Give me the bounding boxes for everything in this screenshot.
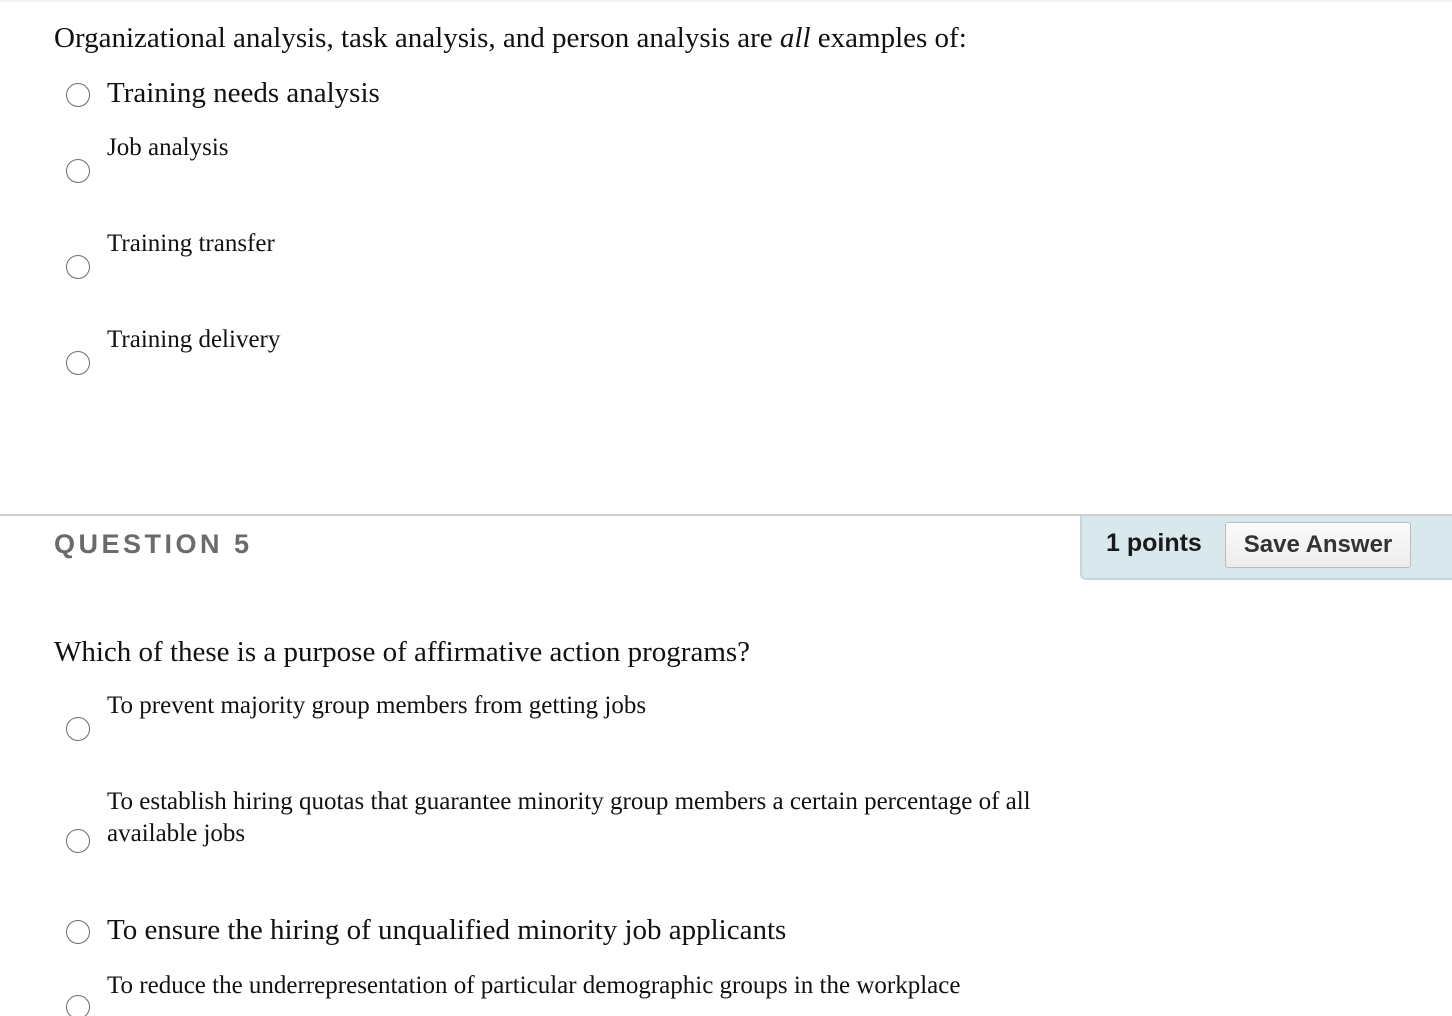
question-5-choice-3-label[interactable]: To ensure the hiring of unqualified minority job applicants (107, 914, 787, 946)
save-answer-button[interactable]: Save Answer (1225, 522, 1411, 568)
points-label: 1 points (1106, 529, 1202, 557)
question-4-choice-2-label[interactable]: Job analysis (107, 134, 229, 161)
question-4-choice-2-radio[interactable] (66, 159, 90, 183)
question-5-choice-1-label[interactable]: To prevent majority group members from getting jobs (107, 692, 647, 719)
question-4-choice-1-radio[interactable] (66, 83, 90, 107)
question-5-choice-1-radio[interactable] (66, 717, 90, 741)
question-4-choice-3-radio[interactable] (66, 255, 90, 279)
top-shadow (0, 0, 1452, 3)
question-4-choice-3-label[interactable]: Training transfer (107, 230, 275, 257)
question-5-choice-3-radio[interactable] (66, 920, 90, 944)
question-4-choice-1-label[interactable]: Training needs analysis (107, 77, 380, 109)
question-5-choice-2-label[interactable]: To establish hiring quotas that guarantee minority group members a certain percentage of all available jobs (107, 788, 1031, 847)
question-5-choice-4-label[interactable]: To reduce the underrepresentation of particular demographic groups in the workplace (107, 972, 961, 999)
question-5-prompt: Which of these is a purpose of affirmative action programs? (54, 636, 751, 668)
question-5-choice-2-radio[interactable] (66, 829, 90, 853)
points-panel (1080, 516, 1452, 580)
question-4-prompt (54, 20, 967, 56)
question-4-prompt-end: examples of: (810, 22, 967, 54)
question-5-header: QUESTION 5 (54, 529, 253, 559)
question-4-choice-4-radio[interactable] (66, 351, 90, 375)
question-4-choice-4-label[interactable]: Training delivery (107, 326, 281, 353)
question-5-choice-4-radio[interactable] (66, 995, 90, 1016)
question-4-prompt-emphasis: all (779, 22, 811, 54)
question-4-prompt-start: Organizational analysis, task analysis, and person analysis are (54, 22, 780, 54)
